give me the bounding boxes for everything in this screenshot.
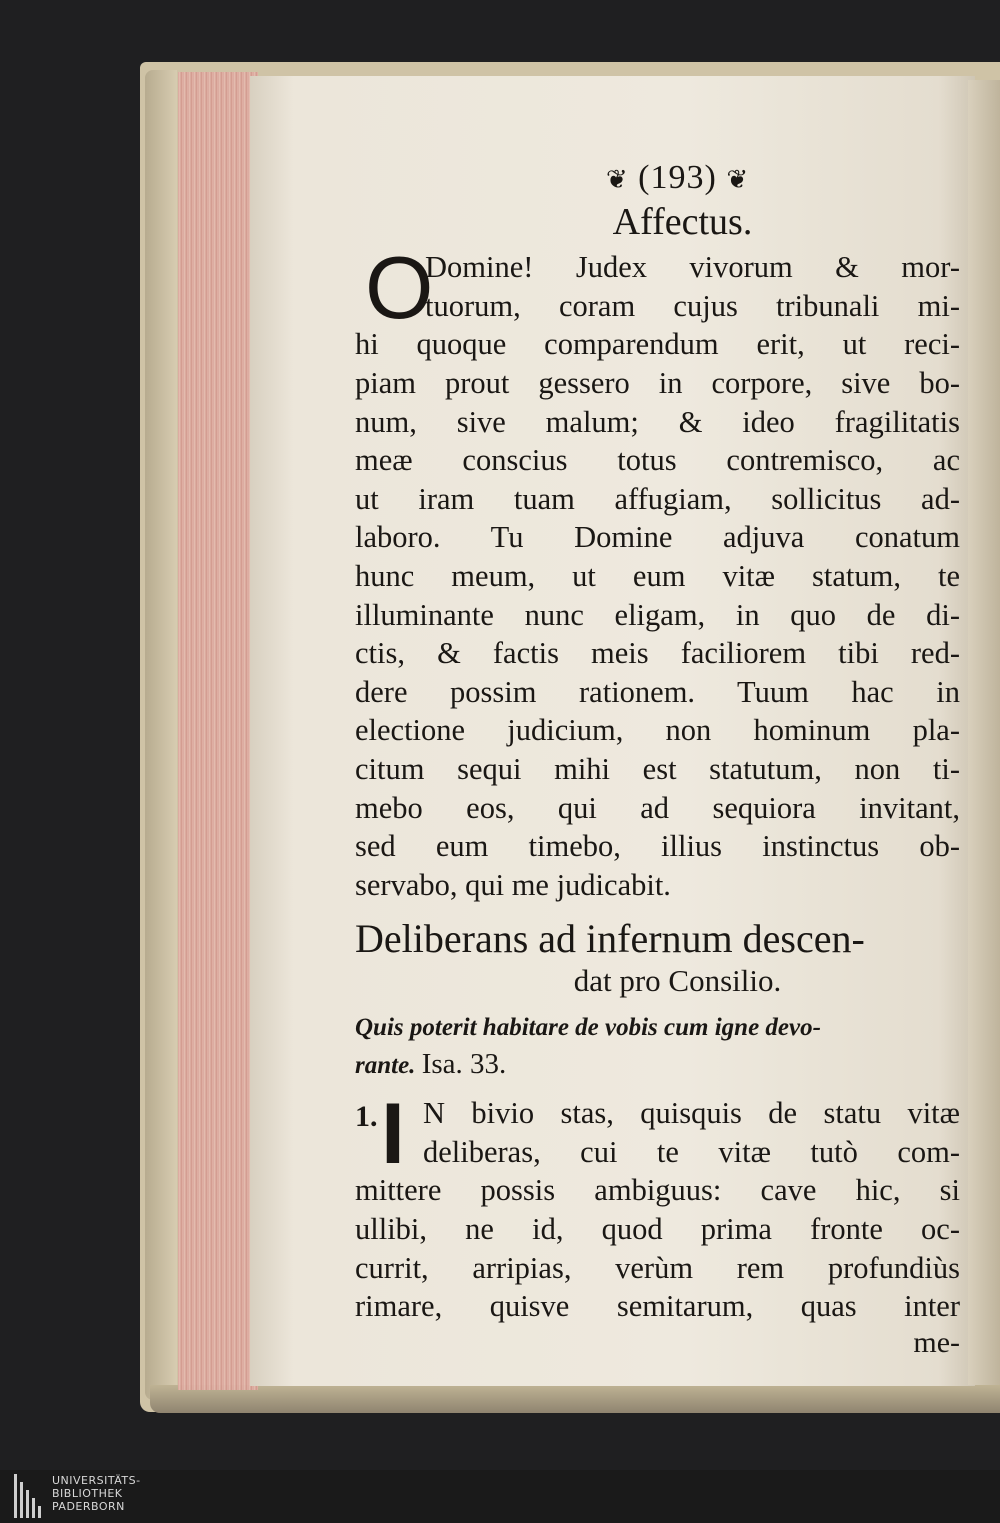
text-line: deliberas, cui te vitæ tutò com- [423, 1134, 960, 1169]
library-logo-icon [14, 1474, 44, 1518]
affectus-paragraph [355, 238, 960, 904]
page-text [355, 158, 960, 1360]
text-line: N bivio stas, quisquis de statu vitæ [423, 1096, 960, 1131]
library-footer [0, 1470, 1000, 1523]
library-name [52, 1474, 141, 1513]
text-line: electione judicium, non hominum pla- [355, 713, 960, 748]
paragraph-number: 1. [355, 1100, 378, 1134]
ornament-right-icon: ❦ [726, 165, 750, 195]
section-title: Affectus. [612, 201, 753, 244]
text-line: sed eum timebo, illius instinctus ob- [355, 829, 960, 864]
text-line: tuorum, coram cujus tribunali mi- [425, 288, 960, 323]
quote-reference: Isa. 33. [421, 1048, 507, 1081]
library-name-line: UNIVERSITÄTS- [52, 1474, 141, 1487]
scripture-quote [355, 1010, 960, 1084]
text-line: currit, arripias, verùm rem profundiùs [355, 1250, 960, 1285]
text-line: num, sive malum; & ideo fragilitatis [355, 404, 960, 439]
text-line: ut iram tuam affugiam, sollicitus ad- [355, 481, 960, 516]
quote-line: Quis poterit habitare de vobis cum igne devo- [355, 1014, 821, 1042]
chapter-subheading: dat pro Consilio. [573, 963, 782, 999]
book-cover-bottom [150, 1385, 1000, 1413]
quote-line [355, 1046, 960, 1084]
text-line: piam prout gessero in corpore, sive bo- [355, 365, 960, 400]
text-line: citum sequi mihi est statutum, non ti- [355, 751, 960, 786]
text-line: servabo, qui me judicabit. [355, 867, 671, 902]
book-spine-edge [145, 70, 177, 1400]
text-line: ctis, & factis meis faciliorem tibi red- [355, 636, 960, 671]
text-line: illuminante nunc eligam, in quo de di- [355, 597, 960, 632]
text-line: mittere possis ambiguus: cave hic, si [355, 1173, 960, 1208]
drop-capital: O [365, 238, 434, 338]
text-line: hi quoque comparendum erit, ut reci- [355, 327, 960, 362]
quote-line-end: rante. [355, 1052, 416, 1080]
catchword: me- [913, 1325, 960, 1359]
text-line: laboro. Tu Domine adjuva conatum [355, 520, 960, 555]
text-line: ullibi, ne id, quod prima fronte oc- [355, 1212, 960, 1247]
page-right-edge [968, 80, 1000, 1385]
drop-capital: I [381, 1086, 405, 1183]
text-line: hunc meum, ut eum vitæ statum, te [355, 558, 960, 593]
text-line: rimare, quisve semitarum, quas inter [355, 1289, 960, 1324]
text-line: Domine! Judex vivorum & mor- [425, 250, 960, 285]
text-line: dere possim rationem. Tuum hac in [355, 674, 960, 709]
text-line: meæ conscius totus contremisco, ac [355, 443, 960, 478]
library-name-line: BIBLIOTHEK [52, 1487, 123, 1500]
page-number: (193) [638, 159, 717, 196]
text-line: mebo eos, qui ad sequiora invitant, [355, 790, 960, 825]
library-name-line: PADERBORN [52, 1500, 125, 1513]
ornament-left-icon: ❦ [605, 165, 629, 195]
chapter-heading: Deliberans ad infernum descen- [355, 916, 865, 962]
page-header [395, 158, 960, 200]
page-edges [178, 72, 258, 1390]
numbered-paragraph [355, 1086, 960, 1326]
